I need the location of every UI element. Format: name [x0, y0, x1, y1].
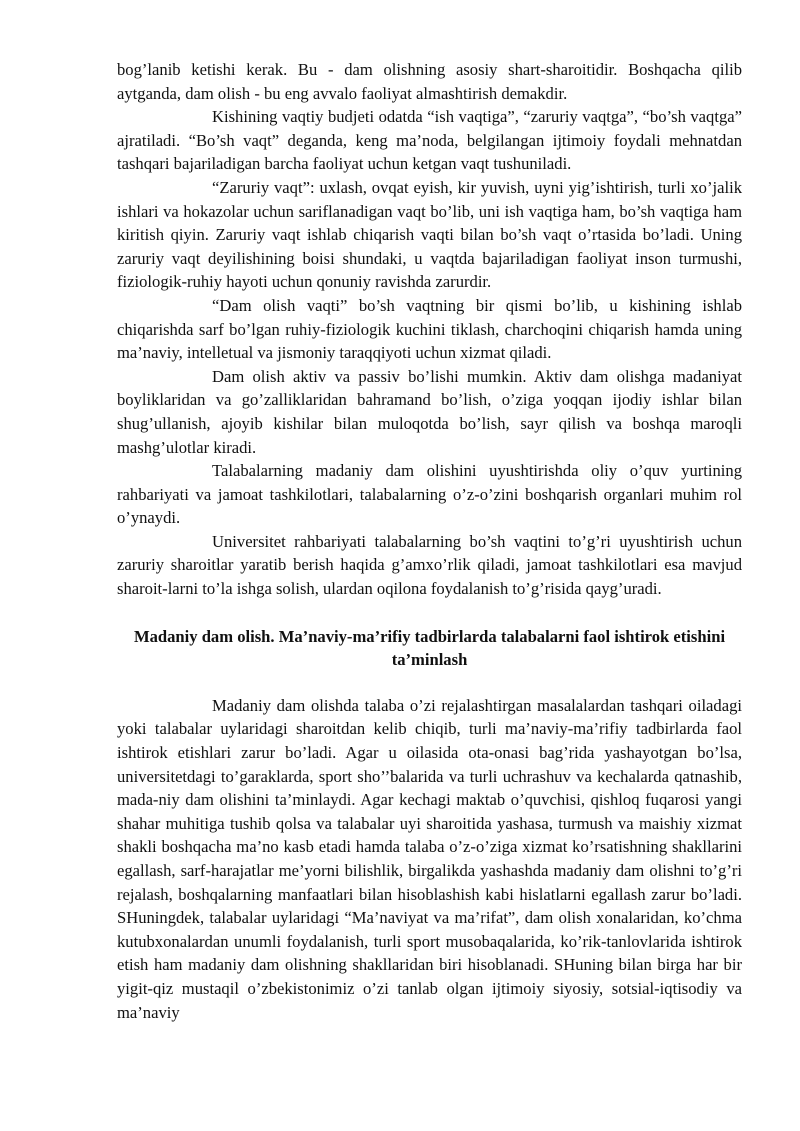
section-heading: Madaniy dam olish. Ma’naviy-ma’rifiy tadbirlarda talabalarni faol ishtirok etishini ta’minlash — [133, 626, 726, 670]
paragraph: Kishining vaqtiy budjeti odatda “ish vaqtiga”, “zaruriy vaqtga”, “bo’sh vaqtga” ajratiladi. “Bo’sh vaqt” deganda, keng ma’noda, belgilangan ijtimoiy foydali mehnatdan tashqari bajariladigan barcha faoliyat uchun ketgan vaqt tushuniladi. — [117, 107, 742, 174]
paragraph: Universitet rahbariyati talabalarning bo’sh vaqtini to’g’ri uyushtirish uchun zaruriy sharoitlar yaratib berish haqida g’amxo’rlik qiladi, jamoat tashkilotlari esa mavjud sharoit-larni to’la ishga solish, ulardan oqilona foydalanish to’g’risida qayg’uradi. — [117, 531, 742, 599]
paragraph: “Dam olish vaqti” bo’sh vaqtning bir qismi bo’lib, u kishining ishlab chiqarishda sarf bo’lgan ruhiy-fiziologik kuchini tiklash, charchoqini chiqarish hamda uning ma’naviy, intelletual va jismoniy taraqqiyoti uchun xizmat qiladi. — [117, 295, 742, 363]
paragraph: “Zaruriy vaqt”: uxlash, ovqat eyish, kir yuvish, uyni yig’ishtirish, turli xo’jalik ishlari va hokazolar uchun sariflanadigan vaqt bo’lib, uni ish vaqtiga ham, bo’sh vaqtiga ham kiritish qiyin. Zaruriy vaqt ishlab chiqarish vaqti bilan bo’sh vaqt o’rtasida bo’ladi. Uning zaruriy vaqt deyilishining boisi shundaki, u vaqtda bajariladigan faoliyat inson turmushi, fiziologik-ruhiy hayoti uchun qonuniy ravishda zarurdir. — [117, 177, 742, 292]
paragraph: Talabalarning madaniy dam olishini uyushtirishda oliy o’quv yurtining rahbariyati va jamoat tashkilotlari, talabalarning o’z-o’zini boshqarish organlari muhim rol o’ynaydi. — [117, 461, 742, 528]
paragraph: Dam olish aktiv va passiv bo’lishi mumkin. Aktiv dam olishga madaniyat boyliklaridan va go’zalliklaridan bahramand bo’lish, o’ziga yoqqan ijodiy ishlar bilan shug’ullanish, ajoyib kishilar bilan muloqotda bo’lish, sayr qilish va boshqa maroqli mashg’ulotlar kiradi. — [117, 366, 742, 457]
paragraph: Madaniy dam olishda talaba o’zi rejalashtirgan masalalardan tashqari oiladagi yoki talabalar uylaridagi sharoitdan kelib chiqib, turli ma’naviy-ma’rifiy tadbirlarda faol ishtirok etishlari zarur bo’ladi. Agar u oilasida ota-onasi bag’rida yashayotgan bo’lsa, universitetdagi to’garaklarda, sport sho’’balarida va turli uchrashuv va kechalarda qatnashib, mada-niy dam olishini ta’minlaydi. Agar kechagi maktab o’quvchisi, qishloq fuqarosi yangi shahar muhitiga tushib qolsa va talabalar uyi sharoitida yashasa, turmush va maishiy xizmat shakli boshqacha ma’no kasb etadi hamda talaba o’z-o’ziga xizmat ko’rsatishning shakllarini egallash, sarf-harajatlar me’yorni bilishlik, birgalikda yashashda madaniy dam olishni to’g’ri rejalash, boshqalarning manfaatlari bilan hisoblashish kabi hislatlarni egallash zarur bo’ladi. SHuningdek, talabalar uylaridagi “Ma’naviyat va ma’rifat”, dam olish xonalaridan, ko’chma kutubxonalardan unumli foydalanish, turli sport musobaqalarida, ko’rik-tanlovlarida ishtirok etish ham madaniy dam olishning shakllaridan biri hisoblanadi. SHuning bilan birga har bir yigit-qiz mustaqil o’zbekistonimiz o’zi tanlab olgan ijtimoiy siyosiy, sotsial-iqtisodiy va ma’naviy — [117, 695, 742, 1022]
paragraph: bog’lanib ketishi kerak. Bu - dam olishning asosiy shart-sharoitidir. Boshqacha qilib aytganda, dam olish - bu eng avvalo faoliyat almashtirish demakdir. — [117, 60, 742, 103]
